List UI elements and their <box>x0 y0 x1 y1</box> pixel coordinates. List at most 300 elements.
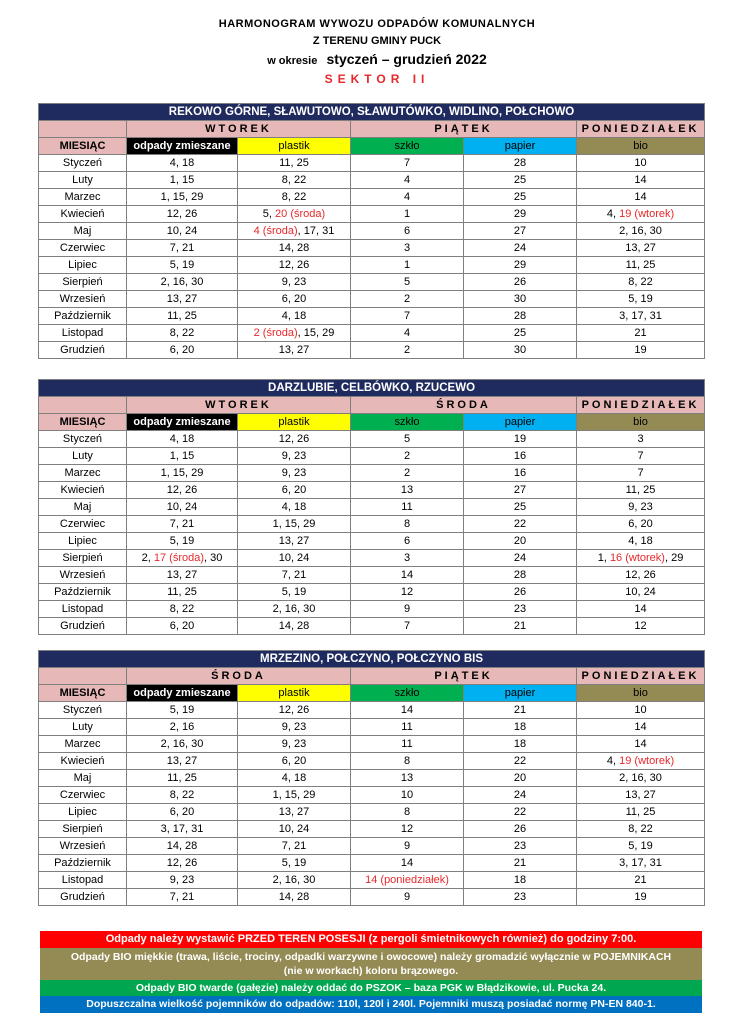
glass-cell: 2 <box>351 342 464 359</box>
mixed-cell: 12, 26 <box>127 855 238 872</box>
table-row <box>39 736 705 753</box>
period-prefix: w okresie <box>267 55 318 67</box>
table-row <box>39 838 705 855</box>
table-row <box>39 465 705 482</box>
bio-cell: 1, 16 (wtorek), 29 <box>577 550 705 567</box>
plastic-cell: 8, 22 <box>238 172 351 189</box>
month-cell: Marzec <box>39 465 127 482</box>
glass-cell: 5 <box>351 274 464 291</box>
mixed-cell: 3, 17, 31 <box>127 821 238 838</box>
bio-cell: 6, 20 <box>577 516 705 533</box>
mixed-cell: 7, 21 <box>127 516 238 533</box>
day-group-blank <box>39 397 127 414</box>
month-cell: Styczeń <box>39 155 127 172</box>
table-row <box>39 618 705 635</box>
paper-header: papier <box>464 685 577 702</box>
table-row <box>39 770 705 787</box>
mixed-cell: 1, 15 <box>127 448 238 465</box>
glass-cell: 2 <box>351 291 464 308</box>
mixed-cell: 4, 18 <box>127 431 238 448</box>
changed-date: 20 (środa) <box>275 207 326 220</box>
plastic-header: plastik <box>238 414 351 431</box>
plastic-cell: 13, 27 <box>238 342 351 359</box>
month-header: MIESIĄC <box>39 138 127 155</box>
table-row <box>39 206 705 223</box>
glass-cell: 8 <box>351 804 464 821</box>
plastic-header: plastik <box>238 138 351 155</box>
schedule-table <box>38 650 705 906</box>
month-cell: Listopad <box>39 325 127 342</box>
bio-cell: 4, 19 (wtorek) <box>577 753 705 770</box>
plastic-cell: 9, 23 <box>238 719 351 736</box>
table-row <box>39 702 705 719</box>
footer-notes <box>40 931 702 1013</box>
mixed-waste-header: odpady zmieszane <box>127 685 238 702</box>
month-cell: Kwiecień <box>39 206 127 223</box>
table-title-row <box>39 651 705 668</box>
paper-cell: 26 <box>464 584 577 601</box>
paper-cell: 25 <box>464 325 577 342</box>
glass-cell: 9 <box>351 889 464 906</box>
bio-cell: 4, 19 (wtorek) <box>577 206 705 223</box>
month-cell: Listopad <box>39 601 127 618</box>
footer-note-bio-soft-line1: Odpady BIO miękkie (trawa, liście, trociny, odpadki warzywne i owocowe) należy gromadzić wyłącznie w POJEMNIKACH <box>70 951 672 963</box>
footer-note-bio-hard: Odpady BIO twarde (gałęzie) należy oddać do PSZOK – baza PGK w Błądzikowie, ul. Pucka 24. <box>40 980 702 996</box>
plastic-cell: 4, 18 <box>238 308 351 325</box>
plastic-cell: 2 (środa), 15, 29 <box>238 325 351 342</box>
plastic-cell: 5, 19 <box>238 855 351 872</box>
bio-cell: 12 <box>577 618 705 635</box>
day-group-row <box>39 668 705 685</box>
table-row <box>39 804 705 821</box>
paper-cell: 18 <box>464 736 577 753</box>
plastic-cell: 9, 23 <box>238 448 351 465</box>
mixed-cell: 9, 23 <box>127 872 238 889</box>
table-row <box>39 601 705 618</box>
mixed-cell: 1, 15, 29 <box>127 189 238 206</box>
month-cell: Kwiecień <box>39 482 127 499</box>
paper-cell: 22 <box>464 516 577 533</box>
table-row <box>39 821 705 838</box>
glass-cell: 11 <box>351 719 464 736</box>
paper-cell: 21 <box>464 855 577 872</box>
paper-cell: 24 <box>464 240 577 257</box>
mixed-cell: 8, 22 <box>127 601 238 618</box>
mixed-cell: 11, 25 <box>127 308 238 325</box>
table-title: REKOWO GÓRNE, SŁAWUTOWO, SŁAWUTÓWKO, WIDLINO, POŁCHOWO <box>39 104 705 121</box>
glass-cell: 4 <box>351 325 464 342</box>
plastic-cell: 13, 27 <box>238 533 351 550</box>
bio-header: bio <box>577 414 705 431</box>
paper-cell: 29 <box>464 206 577 223</box>
mixed-cell: 2, 17 (środa), 30 <box>127 550 238 567</box>
day-group-label: PIĄTEK <box>351 668 577 685</box>
table-row <box>39 872 705 889</box>
paper-header: papier <box>464 138 577 155</box>
plastic-cell: 14, 28 <box>238 240 351 257</box>
changed-date: 2 (środa) <box>253 326 298 339</box>
table-title-row <box>39 104 705 121</box>
bio-cell: 3, 17, 31 <box>577 855 705 872</box>
paper-cell: 20 <box>464 770 577 787</box>
month-cell: Lipiec <box>39 804 127 821</box>
month-cell: Czerwiec <box>39 240 127 257</box>
glass-header: szkło <box>351 685 464 702</box>
table-row <box>39 567 705 584</box>
glass-cell: 7 <box>351 308 464 325</box>
footer-note-containers: Dopuszczalna wielkość pojemników do odpadów: 110l, 120l i 240l. Pojemniki muszą posiadać normę PN-EN 840-1. <box>40 996 702 1013</box>
bio-cell: 11, 25 <box>577 804 705 821</box>
paper-cell: 25 <box>464 172 577 189</box>
month-cell: Luty <box>39 448 127 465</box>
plastic-cell: 11, 25 <box>238 155 351 172</box>
glass-cell: 4 <box>351 172 464 189</box>
document-header <box>0 16 754 87</box>
changed-date: 4 (środa) <box>253 224 298 237</box>
mixed-cell: 6, 20 <box>127 342 238 359</box>
glass-cell: 14 <box>351 567 464 584</box>
paper-cell: 27 <box>464 482 577 499</box>
header-title: HARMONOGRAM WYWOZU ODPADÓW KOMUNALNYCH <box>218 18 536 30</box>
plastic-cell: 9, 23 <box>238 274 351 291</box>
changed-date: 19 (wtorek) <box>619 754 675 767</box>
paper-cell: 16 <box>464 465 577 482</box>
glass-cell: 2 <box>351 448 464 465</box>
plastic-cell: 2, 16, 30 <box>238 872 351 889</box>
glass-cell: 12 <box>351 821 464 838</box>
bio-header: bio <box>577 138 705 155</box>
mixed-waste-header: odpady zmieszane <box>127 414 238 431</box>
sector-label: SEKTOR II <box>324 72 430 86</box>
month-header: MIESIĄC <box>39 414 127 431</box>
table-row <box>39 325 705 342</box>
table-row <box>39 889 705 906</box>
header-subtitle: Z TERENU GMINY PUCK <box>312 35 442 47</box>
glass-cell: 11 <box>351 499 464 516</box>
month-cell: Lipiec <box>39 533 127 550</box>
day-group-label: ŚRODA <box>351 397 577 414</box>
schedule-table <box>38 379 705 635</box>
paper-cell: 28 <box>464 308 577 325</box>
bio-cell: 3, 17, 31 <box>577 308 705 325</box>
bio-cell: 5, 19 <box>577 838 705 855</box>
table-row <box>39 719 705 736</box>
glass-cell <box>351 872 464 889</box>
paper-cell: 21 <box>464 618 577 635</box>
bio-cell: 4, 18 <box>577 533 705 550</box>
bio-header: bio <box>577 685 705 702</box>
mixed-cell: 11, 25 <box>127 770 238 787</box>
schedule-table <box>38 103 705 359</box>
plastic-cell: 14, 28 <box>238 618 351 635</box>
table-title-row <box>39 380 705 397</box>
table-row <box>39 855 705 872</box>
bio-cell: 5, 19 <box>577 291 705 308</box>
bio-cell: 13, 27 <box>577 787 705 804</box>
paper-cell: 25 <box>464 189 577 206</box>
month-header: MIESIĄC <box>39 685 127 702</box>
table-row <box>39 482 705 499</box>
paper-cell: 26 <box>464 274 577 291</box>
table-row <box>39 550 705 567</box>
paper-cell: 28 <box>464 155 577 172</box>
plastic-cell: 12, 26 <box>238 257 351 274</box>
glass-cell: 13 <box>351 482 464 499</box>
glass-cell: 1 <box>351 257 464 274</box>
paper-cell: 29 <box>464 257 577 274</box>
month-cell: Grudzień <box>39 618 127 635</box>
plastic-cell: 7, 21 <box>238 567 351 584</box>
mixed-cell: 13, 27 <box>127 567 238 584</box>
table-row <box>39 223 705 240</box>
plastic-cell: 2, 16, 30 <box>238 601 351 618</box>
mixed-cell: 10, 24 <box>127 223 238 240</box>
mixed-cell: 7, 21 <box>127 889 238 906</box>
mixed-cell: 7, 21 <box>127 240 238 257</box>
table-row <box>39 533 705 550</box>
plastic-cell: 6, 20 <box>238 753 351 770</box>
header-period <box>0 49 754 71</box>
mixed-cell: 12, 26 <box>127 206 238 223</box>
plastic-cell: 4, 18 <box>238 770 351 787</box>
paper-cell: 20 <box>464 533 577 550</box>
bio-cell: 3 <box>577 431 705 448</box>
glass-cell: 6 <box>351 533 464 550</box>
glass-cell: 9 <box>351 601 464 618</box>
plastic-cell: 9, 23 <box>238 736 351 753</box>
bio-cell: 14 <box>577 189 705 206</box>
bio-cell: 2, 16, 30 <box>577 223 705 240</box>
paper-cell: 25 <box>464 499 577 516</box>
plastic-cell: 4 (środa), 17, 31 <box>238 223 351 240</box>
changed-date: 17 (środa) <box>153 551 204 564</box>
glass-header: szkło <box>351 138 464 155</box>
glass-cell: 13 <box>351 770 464 787</box>
bio-cell: 14 <box>577 172 705 189</box>
mixed-cell: 5, 19 <box>127 702 238 719</box>
glass-cell: 9 <box>351 838 464 855</box>
bio-cell: 14 <box>577 719 705 736</box>
mixed-cell: 5, 19 <box>127 257 238 274</box>
mixed-cell: 5, 19 <box>127 533 238 550</box>
mixed-cell: 13, 27 <box>127 753 238 770</box>
month-cell: Czerwiec <box>39 787 127 804</box>
bio-cell: 14 <box>577 601 705 618</box>
table-row <box>39 753 705 770</box>
glass-cell: 6 <box>351 223 464 240</box>
plastic-cell: 9, 23 <box>238 465 351 482</box>
category-header-row <box>39 138 705 155</box>
glass-cell: 8 <box>351 516 464 533</box>
paper-cell: 30 <box>464 342 577 359</box>
month-cell: Kwiecień <box>39 753 127 770</box>
month-cell: Wrzesień <box>39 291 127 308</box>
bio-cell: 21 <box>577 872 705 889</box>
mixed-cell: 1, 15 <box>127 172 238 189</box>
table-row <box>39 516 705 533</box>
footer-note-bio-soft-line2: (nie w workach) koloru brązowego. <box>283 965 459 977</box>
changed-date: 16 (wtorek) <box>609 551 665 564</box>
month-cell: Sierpień <box>39 821 127 838</box>
paper-cell: 21 <box>464 702 577 719</box>
plastic-cell: 6, 20 <box>238 291 351 308</box>
plastic-header: plastik <box>238 685 351 702</box>
table-row <box>39 342 705 359</box>
month-cell: Grudzień <box>39 889 127 906</box>
month-cell: Styczeń <box>39 431 127 448</box>
paper-cell: 16 <box>464 448 577 465</box>
day-group-label: PONIEDZIAŁEK <box>577 397 705 414</box>
plastic-cell: 12, 26 <box>238 431 351 448</box>
month-cell: Maj <box>39 770 127 787</box>
table-title: DARZLUBIE, CELBÓWKO, RZUCEWO <box>39 380 705 397</box>
month-cell: Wrzesień <box>39 567 127 584</box>
bio-cell: 11, 25 <box>577 257 705 274</box>
glass-cell: 11 <box>351 736 464 753</box>
day-group-label: ŚRODA <box>127 668 351 685</box>
paper-cell: 24 <box>464 787 577 804</box>
paper-cell: 26 <box>464 821 577 838</box>
table-row <box>39 448 705 465</box>
month-cell: Maj <box>39 499 127 516</box>
bio-cell: 2, 16, 30 <box>577 770 705 787</box>
day-group-blank <box>39 668 127 685</box>
bio-cell: 11, 25 <box>577 482 705 499</box>
paper-cell: 24 <box>464 550 577 567</box>
month-cell: Październik <box>39 584 127 601</box>
month-cell: Marzec <box>39 736 127 753</box>
plastic-cell: 10, 24 <box>238 550 351 567</box>
glass-cell: 3 <box>351 550 464 567</box>
glass-cell: 2 <box>351 465 464 482</box>
month-cell: Sierpień <box>39 550 127 567</box>
period-value: styczeń – grudzień 2022 <box>326 51 487 67</box>
table-title: MRZEZINO, POŁCZYNO, POŁCZYNO BIS <box>39 651 705 668</box>
glass-cell: 7 <box>351 618 464 635</box>
paper-cell: 22 <box>464 804 577 821</box>
month-cell: Grudzień <box>39 342 127 359</box>
plastic-cell: 6, 20 <box>238 482 351 499</box>
mixed-cell: 11, 25 <box>127 584 238 601</box>
glass-cell: 4 <box>351 189 464 206</box>
mixed-cell: 6, 20 <box>127 618 238 635</box>
glass-cell: 14 <box>351 702 464 719</box>
bio-cell: 8, 22 <box>577 821 705 838</box>
paper-cell: 18 <box>464 872 577 889</box>
bio-cell: 21 <box>577 325 705 342</box>
glass-header: szkło <box>351 414 464 431</box>
bio-cell: 9, 23 <box>577 499 705 516</box>
plastic-cell: 13, 27 <box>238 804 351 821</box>
mixed-cell: 12, 26 <box>127 482 238 499</box>
table-row <box>39 257 705 274</box>
table-row <box>39 240 705 257</box>
mixed-cell: 8, 22 <box>127 787 238 804</box>
plastic-cell: 5, 19 <box>238 584 351 601</box>
day-group-row <box>39 121 705 138</box>
glass-cell: 3 <box>351 240 464 257</box>
paper-cell: 23 <box>464 601 577 618</box>
table-row <box>39 584 705 601</box>
plastic-cell: 1, 15, 29 <box>238 516 351 533</box>
day-group-row <box>39 397 705 414</box>
mixed-cell: 6, 20 <box>127 804 238 821</box>
table-row <box>39 291 705 308</box>
table-row <box>39 172 705 189</box>
table-row <box>39 274 705 291</box>
mixed-cell: 2, 16, 30 <box>127 274 238 291</box>
mixed-cell: 13, 27 <box>127 291 238 308</box>
glass-cell: 8 <box>351 753 464 770</box>
mixed-cell: 2, 16 <box>127 719 238 736</box>
mixed-cell: 4, 18 <box>127 155 238 172</box>
category-header-row <box>39 414 705 431</box>
bio-cell: 10, 24 <box>577 584 705 601</box>
day-group-label: PONIEDZIAŁEK <box>577 121 705 138</box>
paper-cell: 23 <box>464 838 577 855</box>
month-cell: Styczeń <box>39 702 127 719</box>
plastic-cell: 7, 21 <box>238 838 351 855</box>
plastic-cell: 4, 18 <box>238 499 351 516</box>
footer-note-bio-soft <box>40 948 702 980</box>
month-cell: Luty <box>39 172 127 189</box>
plastic-cell: 1, 15, 29 <box>238 787 351 804</box>
bio-cell: 7 <box>577 465 705 482</box>
glass-cell: 14 <box>351 855 464 872</box>
paper-cell: 19 <box>464 431 577 448</box>
paper-cell: 23 <box>464 889 577 906</box>
day-group-blank <box>39 121 127 138</box>
mixed-cell: 14, 28 <box>127 838 238 855</box>
table-row <box>39 189 705 206</box>
mixed-waste-header: odpady zmieszane <box>127 138 238 155</box>
footer-note-time: Odpady należy wystawić PRZED TEREN POSESJI (z pergoli śmietnikowych również) do godziny 7:00. <box>40 931 702 948</box>
month-cell: Sierpień <box>39 274 127 291</box>
bio-cell: 10 <box>577 702 705 719</box>
table-row <box>39 155 705 172</box>
month-cell: Lipiec <box>39 257 127 274</box>
month-cell: Maj <box>39 223 127 240</box>
table-row <box>39 499 705 516</box>
month-cell: Wrzesień <box>39 838 127 855</box>
plastic-cell: 5, 20 (środa) <box>238 206 351 223</box>
plastic-cell: 14, 28 <box>238 889 351 906</box>
paper-cell: 28 <box>464 567 577 584</box>
paper-cell: 22 <box>464 753 577 770</box>
paper-cell: 27 <box>464 223 577 240</box>
bio-cell: 10 <box>577 155 705 172</box>
glass-cell: 1 <box>351 206 464 223</box>
changed-date: 14 (poniedziałek) <box>365 873 449 886</box>
glass-cell: 5 <box>351 431 464 448</box>
table-row <box>39 308 705 325</box>
bio-cell: 12, 26 <box>577 567 705 584</box>
month-cell: Marzec <box>39 189 127 206</box>
bio-cell: 8, 22 <box>577 274 705 291</box>
mixed-cell: 1, 15, 29 <box>127 465 238 482</box>
plastic-cell: 8, 22 <box>238 189 351 206</box>
day-group-label: PONIEDZIAŁEK <box>577 668 705 685</box>
mixed-cell: 8, 22 <box>127 325 238 342</box>
changed-date: 19 (wtorek) <box>619 207 675 220</box>
table-row <box>39 431 705 448</box>
month-cell: Październik <box>39 855 127 872</box>
paper-header: papier <box>464 414 577 431</box>
bio-cell: 13, 27 <box>577 240 705 257</box>
bio-cell: 14 <box>577 736 705 753</box>
bio-cell: 7 <box>577 448 705 465</box>
day-group-label: WTOREK <box>127 121 351 138</box>
